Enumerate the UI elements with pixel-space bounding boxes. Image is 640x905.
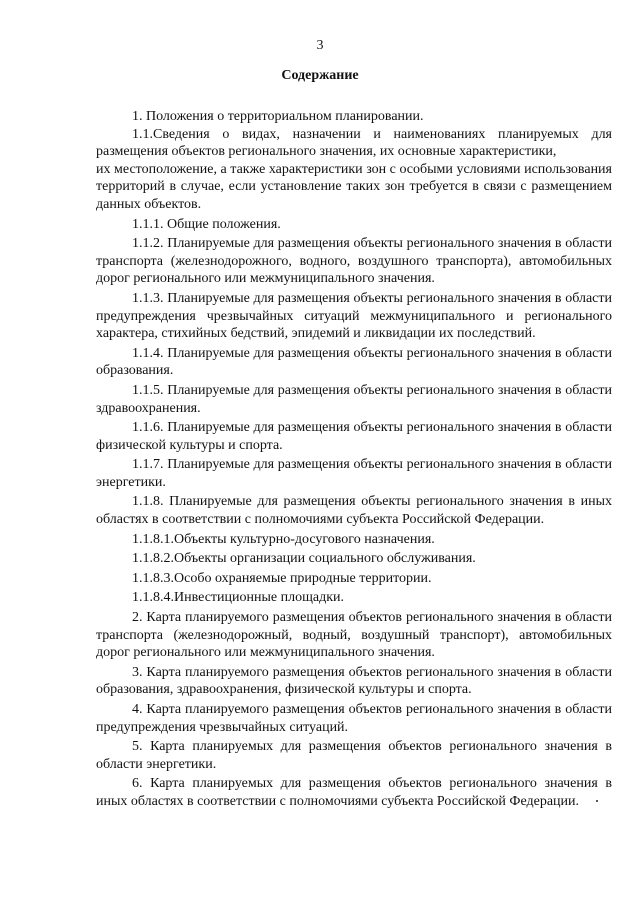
toc-item: 1.1.1. Общие положения. bbox=[132, 216, 281, 232]
toc-item: 2. Карта планируемого размещения объектов регионального значения в области транспорта (железнодорожный, водный, воздушный транспорт), автомобильных дорог регионального или межмуниципального значения. bbox=[96, 610, 612, 661]
toc-item: 1.1.8. Планируемые для размещения объекты регионального значения в иных областях в соответствии с полномочиями субъекта Российской Федерации. bbox=[96, 494, 612, 528]
toc-item: 1.1.6. Планируемые для размещения объекты регионального значения в области физической культуры и спорта. bbox=[96, 420, 612, 453]
table-of-contents bbox=[96, 108, 612, 811]
page-number: 3 bbox=[316, 38, 324, 53]
toc-item: 1.1.8.3.Особо охраняемые природные территории. bbox=[132, 570, 432, 586]
toc-item: 1.1.8.1.Объекты культурно-досугового назначения. bbox=[132, 531, 435, 547]
toc-item: 3. Карта планируемого размещения объектов регионального значения в области образования, здравоохранения, физической культуры и спорта. bbox=[96, 664, 612, 698]
toc-item: 1.1.Сведения о видах, назначении и наименованиях планируемых для размещения объектов регионального значения, их основные характеристики, bbox=[96, 126, 612, 160]
toc-item: 1.1.3. Планируемые для размещения объекты регионального значения в области предупреждения чрезвычайных ситуаций межмуниципального и регионального характера, стихийных бедствий, эпидемий и ликвидации их последствий. bbox=[96, 290, 612, 342]
page-title: Содержание bbox=[281, 68, 359, 83]
scan-speck bbox=[596, 800, 598, 802]
toc-item: 1.1.7. Планируемые для размещения объекты регионального значения в области энергетики. bbox=[96, 457, 612, 490]
toc-item: 1. Положения о территориальном планировании. bbox=[132, 109, 424, 124]
toc-item: 1.1.2. Планируемые для размещения объекты регионального значения в области транспорта (железнодорожного, водного, воздушного транспорта), автомобильных дорог регионального или межмуниципального значения. bbox=[96, 236, 612, 287]
toc-item: 1.1.4. Планируемые для размещения объекты регионального значения в области образования. bbox=[96, 345, 612, 379]
toc-item: 6. Карта планируемых для размещения объектов регионального значения в иных областях в соответствии с полномочиями субъекта Российской Федерации. bbox=[96, 776, 612, 809]
toc-item: 1.1.8.2.Объекты организации социального обслуживания. bbox=[132, 551, 476, 567]
toc-item: 1.1.8.4.Инвестиционные площадки. bbox=[132, 590, 344, 606]
toc-item: их местоположение, а также характеристики зон с особыми условиями использования территорий в случае, если установление таких зон требуется в связи с размещением данных объектов. bbox=[96, 161, 612, 212]
toc-item: 1.1.5. Планируемые для размещения объекты регионального значения в области здравоохранения. bbox=[96, 382, 612, 416]
toc-item: 5. Карта планируемых для размещения объектов регионального значения в области энергетики. bbox=[96, 739, 612, 772]
toc-item: 4. Карта планируемого размещения объектов регионального значения в области предупреждения чрезвычайных ситуаций. bbox=[96, 702, 612, 735]
